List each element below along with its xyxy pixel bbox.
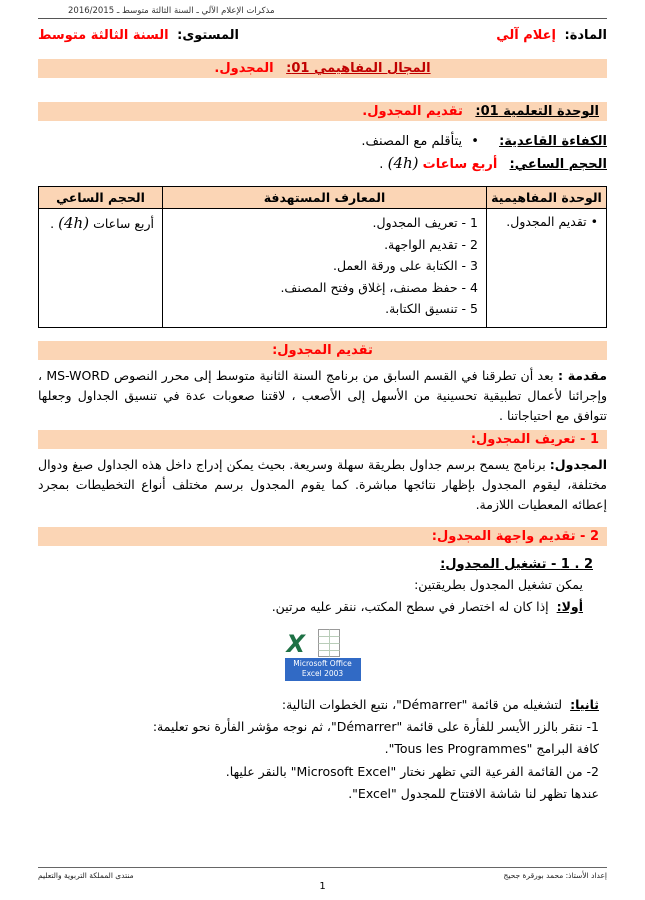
knowledge-item-3: 3 - الكتابة على ورقة العمل.	[332, 258, 478, 273]
level-label: المستوى:	[177, 28, 240, 43]
page-number: 1	[319, 881, 326, 892]
first-method-text: إذا كان له اختصار في سطح المكتب، ننقر عليه مرتين.	[271, 598, 549, 614]
column-header-unit: الوحدة المفاهيمية	[487, 187, 607, 209]
duration-hours: (4h)	[387, 154, 419, 172]
launch-subheading: 2 . 1 - تشغيل المجدول:	[440, 556, 593, 572]
interface-section-banner	[38, 527, 607, 546]
conceptual-domain-value: المجدول.	[214, 61, 274, 76]
definition-text: برنامج يسمح برسم جداول بطريقة سهلة وسريعة. بحيث يمكن إدراج داخل هذه الجداول صيغ ودوال مختلفة، ليقوم المجدول بإظهار نتائجها مباشرة. كما يقوم المجدول برسم مختلف أنواع التخطيطات بمجرد إعطائه المعطيات اللازمة.	[38, 456, 607, 512]
knowledge-item-4: 4 - حفظ مصنف، إغلاق وفتح المصنف.	[280, 279, 478, 295]
column-header-knowledge: المعارف المستهدفة	[163, 187, 487, 209]
duration-period: .	[379, 157, 384, 172]
learning-unit-value: تقديم المجدول.	[362, 104, 463, 119]
competence-label: الكفاءة القاعدية:	[499, 134, 607, 149]
excel-icon-label	[285, 658, 361, 680]
knowledge-cell	[163, 209, 487, 328]
duration-cell	[39, 209, 163, 328]
intro-text: بعد أن تطرقنا في القسم السابق من برنامج السنة الثانية متوسط إلى محرر النصوص MS-WORD ، وإجرائنا لأعمال تطبيقية تحسينية من الأسهل إلى الأصعب ، لاقتنا صعوبات عدة في تنسيق الجداول وجعلها تتوافق مع احتياجاتنا .	[38, 367, 607, 423]
subject-label: المادة:	[564, 28, 607, 43]
definition-lead: المجدول:	[549, 456, 607, 472]
interface-banner-text: 2 - تقديم واجهة المجدول:	[431, 528, 599, 544]
learning-unit-label: الوحدة التعلمية 01:	[475, 104, 599, 119]
page-footer	[38, 867, 607, 892]
launch-intro-line: يمكن تشغيل المجدول بطريقتين:	[414, 576, 583, 592]
footer-row	[38, 871, 607, 880]
column-header-duration: الحجم الساعي	[39, 187, 163, 209]
definition-paragraph	[38, 455, 607, 515]
second-method-line	[38, 695, 599, 714]
first-method-line	[38, 597, 583, 616]
excel-icon-label-line1: Microsoft Office	[293, 659, 352, 669]
intro-lead: مقدمة :	[557, 367, 607, 383]
header-meta: مذكرات الإعلام الآلي ـ السنة الثالثة متوسط ـ 2016/2015	[68, 6, 275, 16]
level-value: السنة الثالثة متوسط	[38, 28, 169, 43]
intro-section-banner	[38, 341, 607, 360]
excel-icon	[285, 628, 361, 658]
conceptual-domain-label: المجال المفاهيمي 01:	[286, 61, 431, 76]
definition-banner-text: 1 - تعريف المجدول:	[470, 431, 599, 447]
step-2-line: 2- من القائمة الفرعية التي تظهر نختار "Microsoft Excel" بالنقر عليها.	[225, 763, 599, 779]
second-method-text: لتشغيله من قائمة "Démarrer"، نتبع الخطوات التالية:	[281, 696, 563, 712]
second-method-label: ثانيا:	[570, 696, 599, 712]
level-field	[38, 28, 239, 43]
competence-text: يتأقلم مع المصنف.	[361, 134, 463, 149]
header-rule	[38, 18, 607, 19]
knowledge-item-1: 1 - تعريف المجدول.	[372, 215, 478, 230]
intro-paragraph	[38, 366, 607, 426]
unit-cell: • تقديم المجدول.	[487, 209, 607, 328]
duration-cell-period: .	[50, 216, 55, 231]
definition-section-banner	[38, 430, 607, 449]
subject-value: إعلام آلي	[496, 28, 556, 43]
knowledge-item-2: 2 - تقديم الواجهة.	[384, 236, 478, 252]
subject-row	[38, 28, 607, 43]
excel-icon-label-line2: Excel 2003	[301, 669, 344, 679]
duration-cell-value: أربع ساعات	[93, 216, 154, 231]
duration-cell-hours: (4h)	[58, 214, 90, 232]
footer-rule	[38, 867, 607, 868]
lesson-overview-table	[38, 186, 607, 328]
step-1b-line: كافة البرامج "Tous les Programmes".	[384, 741, 599, 757]
knowledge-item-5: 5 - تنسيق الكتابة.	[385, 301, 478, 316]
table-header-row	[39, 187, 607, 209]
excel-desktop-shortcut	[285, 628, 361, 680]
footer-forum: منتدى المملكة التربوية والتعليم	[38, 871, 134, 880]
intro-banner-text: تقديم المجدول:	[272, 342, 373, 358]
excel-x-glyph: X	[285, 630, 305, 659]
second-method-steps	[38, 695, 607, 804]
subject-field	[496, 28, 607, 43]
step-1-line: 1- ننقر بالزر الأيسر للفأرة على قائمة "Démarrer"، ثم نوجه مؤشر الفأرة نحو تعليمة:	[152, 718, 599, 734]
competence-line	[38, 134, 607, 149]
duration-value: أربع ساعات	[422, 157, 498, 172]
closing-line: عندها تظهر لنا شاشة الافتتاح للمجدول "Excel".	[348, 786, 599, 801]
duration-line	[38, 154, 607, 172]
table-row	[39, 209, 607, 328]
bullet-icon: •	[471, 134, 479, 149]
duration-label: الحجم الساعي:	[509, 157, 607, 172]
footer-prepared-by: إعداد الأستاذ: محمد بورقرة جحيج	[503, 871, 607, 880]
first-method-label: أولا:	[556, 598, 583, 614]
learning-unit-banner	[38, 102, 607, 121]
conceptual-domain-banner	[38, 59, 607, 78]
